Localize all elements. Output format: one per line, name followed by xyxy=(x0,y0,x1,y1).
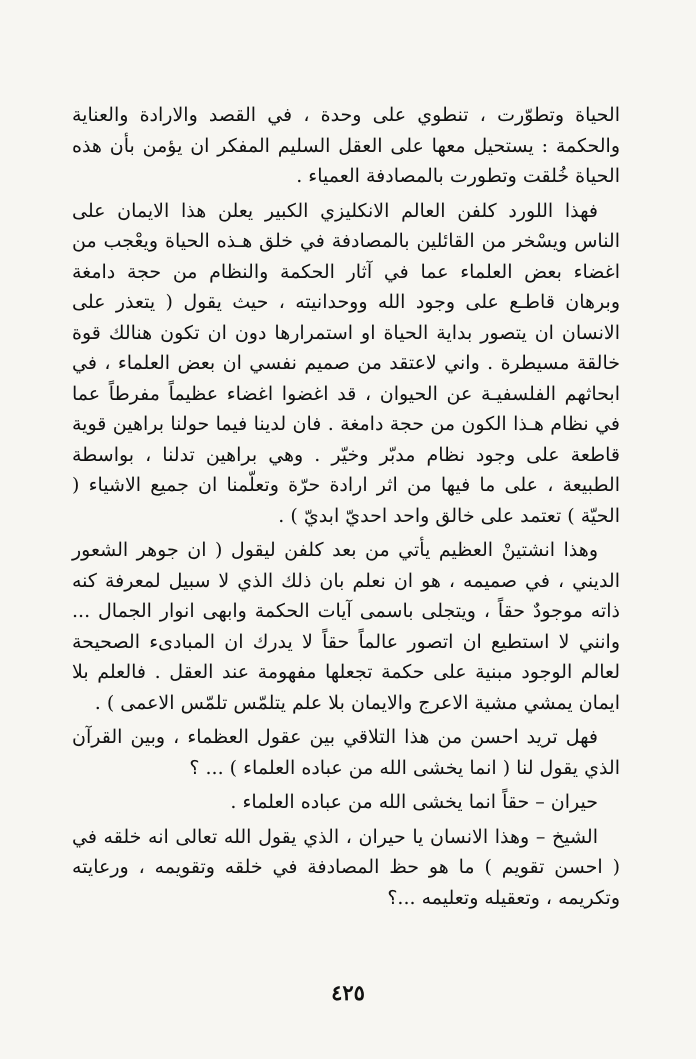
page-number: ٤٢٥ xyxy=(331,980,365,1005)
paragraph-4: فهل تريد احسن من هذا التلاقي بين عقول العظماء ، وبين القرآن الذي يقول لنا ( انما يخشى الله من عباده العلماء ) ... ؟ xyxy=(72,726,620,779)
paragraph-1: الحياة وتطوّرت ، تنطوي على وحدة ، في القصد والارادة والعناية والحكمة : يستحيل معها على العقل السليم المفكر ان يؤمن بأن هذه الحياة خُلقت وتطورت بالمصادفة العمياء . xyxy=(72,104,620,187)
paragraph-6: الشيخ – وهذا الانسان يا حيران ، الذي يقول الله تعالى انه خلقه في ( احسن تقويم ) ما هو حظ المصادفة في خلقه وتقويمه ، ورعايته وتكريمه ، وتعقيله وتعليمه ...؟ xyxy=(72,825,620,909)
body-text xyxy=(72,100,620,917)
paragraph-5: حيران – حقاً انما يخشى الله من عباده العلماء . xyxy=(230,791,598,813)
paragraph-2: فهذا اللورد كلفن العالم الانكليزي الكبير يعلن هذا الايمان على الناس ويسْخر من القائلين بالمصادفة في خلق هـذه الحياة ويعْجب من اغضاء بعض العلماء عما في آثار الحكمة والنظام من حجة دامغة وبرهان قاطـع على وجود الله ووحدانيته ، حيث يقول ( يتعذر على الانسان ان يتصور بداية الحياة او استمرارها دون ان تكون هنالك قوة خالقة مسيطرة . واني لاعتقد من صميم نفسي ان بعض العلماء ، في ابحاثهم الفلسفيـة عن الحيوان ، قد اغضوا اغضاء عظيماً مفرطاً عما في نظام هـذا الكون من حجة دامغة . فان لدينا فيما حولنا براهين قوية قاطعة على وجود نظام مدبّر وخيّر . وهي براهين تدلنا ، بواسطة الطبيعة ، على ما فيها من اثر ارادة حرّة وتعلّمنا ان جميع الاشياء ( الحيّة ) تعتمد على خالق واحد احديّ ابديّ ) . xyxy=(72,199,620,527)
paragraph-3: وهذا انشتينْ العظيم يأتي من بعد كلفن ليقول ( ان جوهر الشعور الديني ، في صميمه ، هو ان نعلم بان ذلك الذي لا سبيل لمعرفة كنه ذاته موجودٌ حقاً ، ويتجلى باسمى آيات الحكمة وابهى انوار الجمال ... وانني لا استطيع ان اتصور عالماً حقاً لا يدرك ان المبادىء الصحيحة لعالم الوجود مبنية على حكمة تجعلها مفهومة عند العقل . فالعلم بلا ايمان يمشي مشية الاعرج والايمان بلا علم يتلمّس تلمّس الاعمى ) . xyxy=(72,539,620,714)
